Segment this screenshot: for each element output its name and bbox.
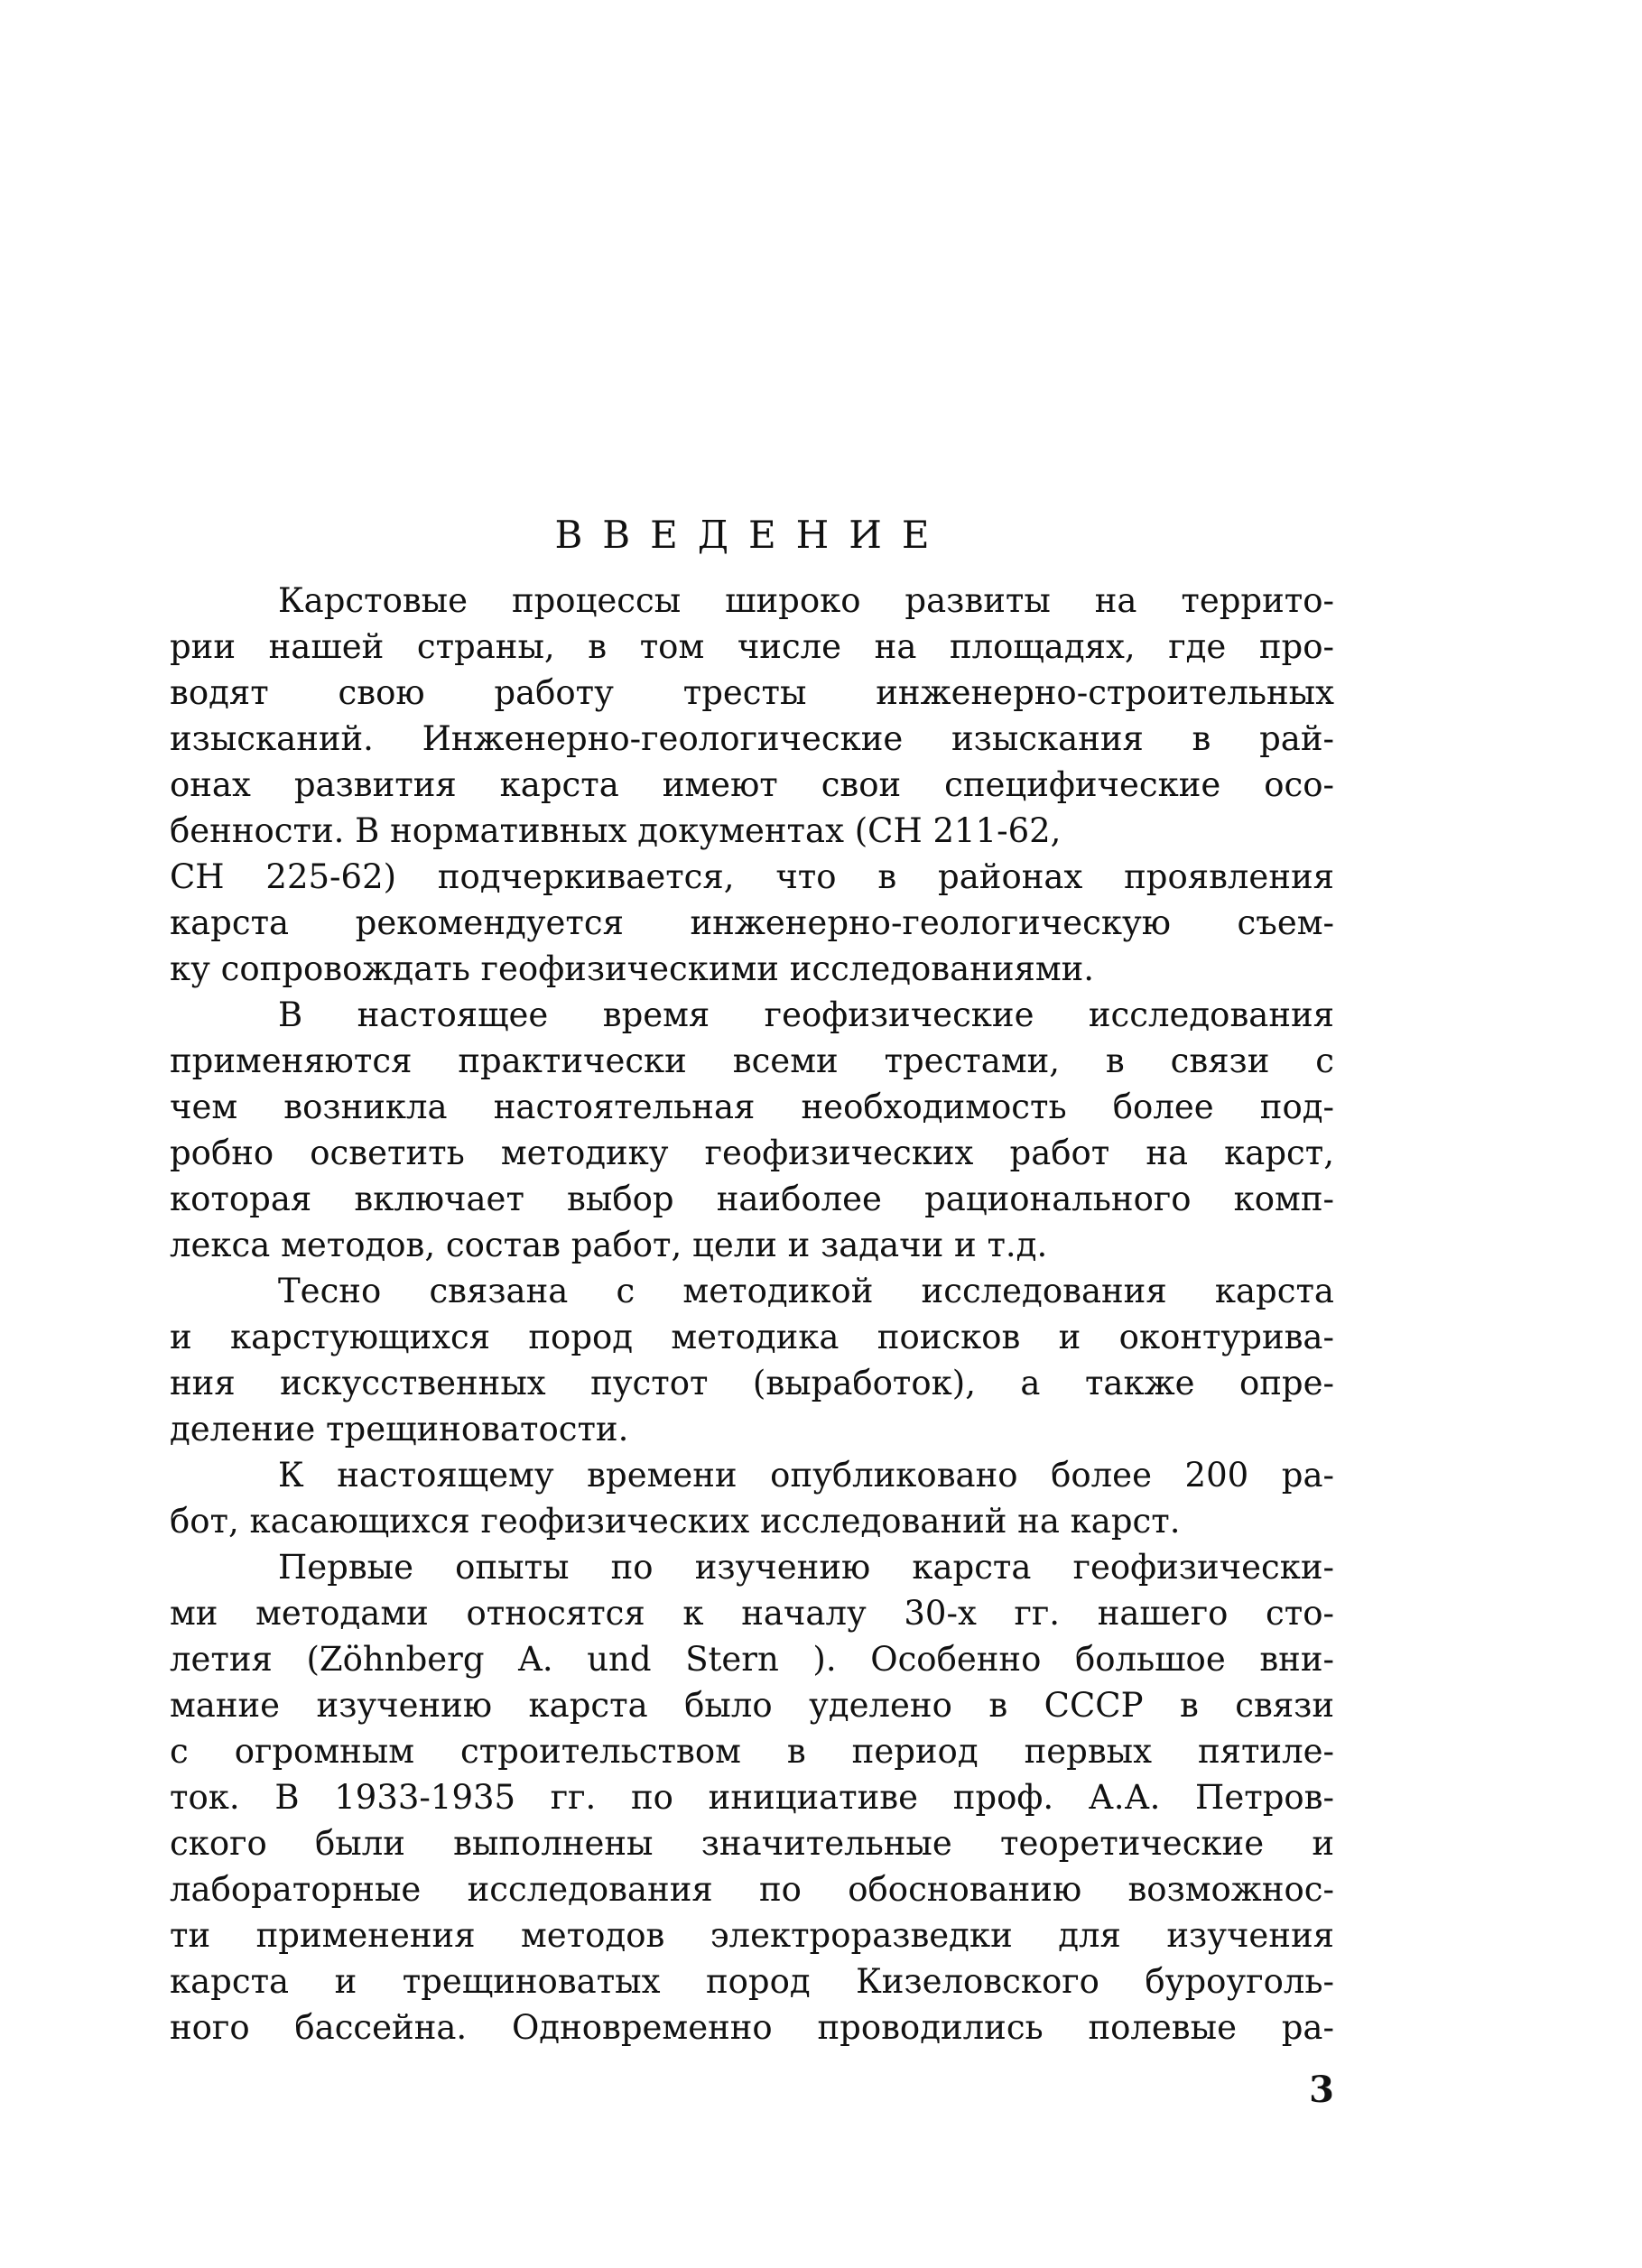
text-line: рии нашей страны, в том числе на площадях, где про- — [170, 627, 1334, 666]
text-line: которая включает выбор наиболее рационального комп- — [170, 1180, 1334, 1218]
text-line: бенности. В нормативных документах (СН 211-62, — [170, 811, 1062, 850]
text-line: водят свою работу тресты инженерно-строительных — [170, 673, 1334, 712]
text-line: чем возникла настоятельная необходимость более под- — [170, 1088, 1334, 1126]
document-page — [170, 0, 1334, 2268]
text-line: изысканий. Инженерно-геологические изыскания в рай- — [170, 719, 1334, 758]
page-number: 3 — [1309, 2069, 1334, 2111]
text-line: летия (Zöhnberg A. und Stern ). Особенно большое вни- — [170, 1640, 1334, 1679]
text-line: Первые опыты по изучению карста геофизически- — [278, 1548, 1334, 1587]
text-line: К настоящему времени опубликовано более 200 ра- — [278, 1456, 1334, 1495]
text-line: робно осветить методику геофизических работ на карст, — [170, 1134, 1334, 1172]
text-line: ку сопровождать геофизическими исследованиями. — [170, 949, 1095, 988]
text-line: деление трещиноватости. — [170, 1410, 629, 1449]
text-line: ного бассейна. Одновременно проводились полевые ра- — [170, 2008, 1334, 2047]
text-line: онах развития карста имеют свои специфические осо- — [170, 765, 1334, 804]
section-heading: ВВЕДЕНИЕ — [554, 513, 950, 557]
text-line: карста и трещиноватых пород Кизеловского буроуголь- — [170, 1962, 1334, 2001]
text-line: ток. В 1933-1935 гг. по инициативе проф. А.А. Петров- — [170, 1778, 1334, 1817]
text-line: Тесно связана с методикой исследования карста — [278, 1272, 1334, 1310]
text-line: карста рекомендуется инженерно-геологическую съем- — [170, 903, 1334, 942]
text-line: ния искусственных пустот (выработок), а также опре- — [170, 1364, 1334, 1402]
text-line: ского были выполнены значительные теоретические и — [170, 1824, 1334, 1863]
text-line: и карстующихся пород методика поисков и оконтурива- — [170, 1318, 1334, 1356]
text-line: мание изучению карста было уделено в СССР в связи — [170, 1686, 1334, 1725]
text-line: применяются практически всеми трестами, в связи с — [170, 1041, 1334, 1080]
text-line: бот, касающихся геофизических исследований на карст. — [170, 1502, 1181, 1541]
text-line: с огромным строительством в период первых пятиле- — [170, 1732, 1334, 1771]
text-line: лекса методов, состав работ, цели и задачи и т.д. — [170, 1226, 1048, 1264]
text-line: ти применения методов электроразведки для изучения — [170, 1916, 1334, 1955]
text-line: В настоящее время геофизические исследования — [278, 995, 1334, 1034]
text-line: Карстовые процессы широко развиты на террито- — [278, 581, 1334, 620]
body-text — [170, 578, 1334, 2050]
text-line: СН 225-62) подчеркивается, что в районах проявления — [170, 857, 1334, 896]
text-line: ми методами относятся к началу 30-х гг. нашего сто- — [170, 1594, 1334, 1633]
text-line: лабораторные исследования по обоснованию возможнос- — [170, 1870, 1334, 1909]
